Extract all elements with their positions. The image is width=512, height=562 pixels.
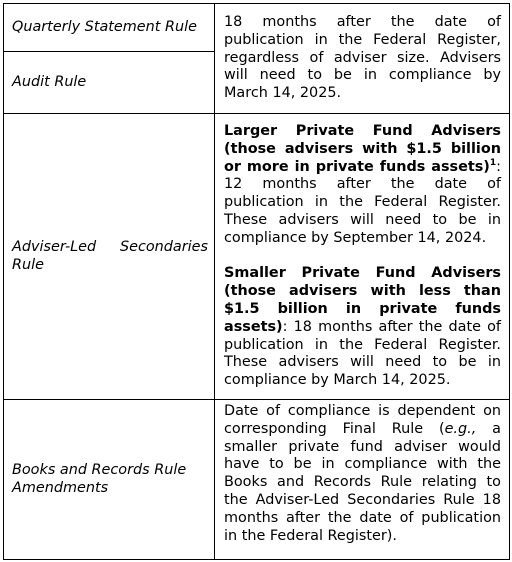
adviser-led-secondaries-rule-label (4, 114, 215, 400)
books-and-records-rule-label (4, 400, 215, 560)
books-and-records-rule-text: Books and Records Rule Amendments (12, 461, 187, 496)
larger-advisers-paragraph (224, 123, 501, 248)
books-and-records-compliance-cell (215, 400, 510, 560)
smaller-advisers-compliance-text: : 18 months after the date of publication in the Federal Register. These advisers will need to be in compliance by March 14, 2025. (224, 318, 501, 389)
table-row-adviser-led-secondaries (4, 114, 510, 400)
smaller-advisers-heading: Smaller Private Fund Advisers (those advisers with less than $1.5 billion in private funds assets) (224, 265, 501, 335)
compliance-dates-table (3, 3, 510, 560)
quarterly-audit-compliance-text: 18 months after the date of publication in the Federal Register, regardless of adviser size. Advisers will need to be in compliance by March 14, 2025. (224, 14, 501, 102)
larger-advisers-heading: Larger Private Fund Advisers (those advisers with $1.5 billion or more in private funds assets) (224, 123, 501, 175)
books-and-records-text-end: a smaller private fund adviser would have to be in compliance with the Books and Records Rule relating to the Adviser-Led Secondaries Rule 18 months after the date of publication in the Federal Register). (224, 420, 501, 544)
audit-rule-label (4, 52, 215, 114)
books-and-records-eg: e.g., (444, 420, 477, 437)
larger-advisers-colon: : (496, 158, 501, 175)
adviser-led-secondaries-compliance-cell (215, 114, 510, 400)
footnote-marker: 1 (489, 157, 497, 168)
table-row-books-and-records (4, 400, 510, 560)
larger-advisers-compliance-text: 12 months after the date of publication in the Federal Register. These advisers will need to be in compliance by September 14, 2024. (224, 176, 501, 246)
audit-rule-text: Audit Rule (12, 73, 87, 90)
quarterly-statement-rule-text: Quarterly Statement Rule (12, 18, 197, 35)
books-and-records-text-start: Date of compliance is dependent on corresponding Final Rule ( (224, 403, 501, 437)
quarterly-audit-compliance-cell (215, 4, 510, 114)
quarterly-statement-rule-label (4, 4, 215, 52)
adviser-led-secondaries-rule-text: Adviser-Led Secondaries Rule (12, 238, 208, 273)
table-row-quarterly-statement (4, 4, 510, 52)
smaller-advisers-paragraph (224, 265, 501, 390)
